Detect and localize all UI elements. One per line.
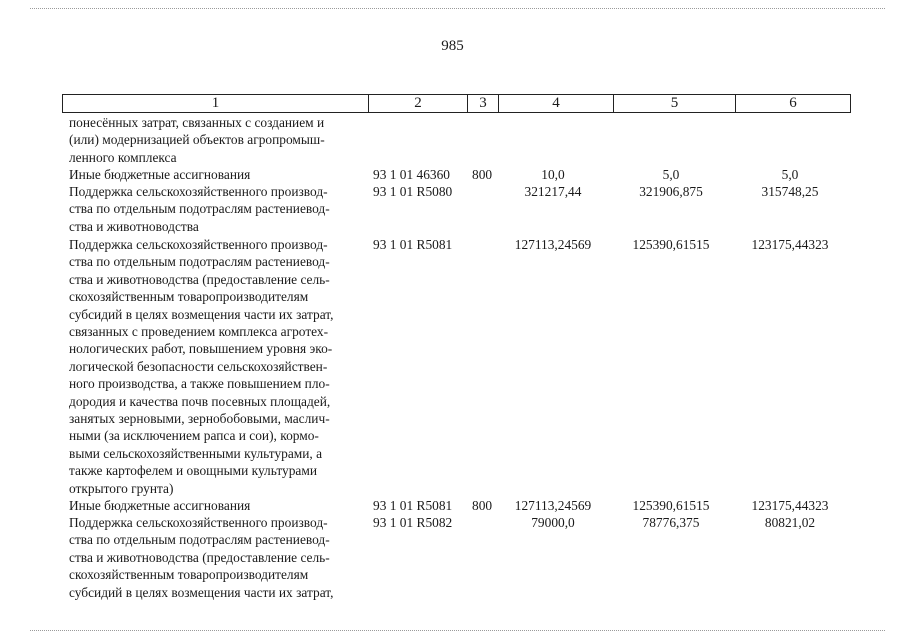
row-description: Поддержка сельскохозяйственного производ- ства по отдельным подотраслям растениевод- ства и животноводства (предоставление сель- скохозяйственным товаропроизводителям субсидий в целях возмещения части их затрат, связанных с проведением комплекса агротех- нологических работ, повышением уровня эко- логической безопасности сельскохозяйствен- ного производства, а также повышением пло- дородия и качества почв посевных площадей, занятых зерновыми, зернобобовыми, маслич- ными (за исключением рапса и сои), кормо- выми сельскохозяйственными культурами, а также картофелем и овощными культурами открытого грунта) bbox=[69, 237, 334, 496]
row-value-col6: 123175,44323 bbox=[751, 498, 829, 513]
row-description: Поддержка сельскохозяйственного производ- ства по отдельным подотраслям растениевод- ства и животноводства bbox=[69, 184, 330, 234]
row-value-col6: 80821,02 bbox=[764, 515, 816, 530]
column-header-6: 6 bbox=[736, 95, 851, 113]
row-value-col5: 321906,875 bbox=[639, 184, 703, 199]
row-code: 93 1 01 R5080 bbox=[373, 184, 453, 199]
row-value-col5: 78776,375 bbox=[642, 515, 700, 530]
bottom-dotted-line bbox=[30, 630, 885, 631]
row-description: Иные бюджетные ассигнования bbox=[69, 167, 251, 182]
row-value-col6: 315748,25 bbox=[761, 184, 819, 199]
row-value-col5: 5,0 bbox=[662, 167, 680, 182]
column-header-3: 3 bbox=[468, 95, 499, 113]
column-header-4: 4 bbox=[499, 95, 614, 113]
column-header-2: 2 bbox=[369, 95, 468, 113]
row-code: 93 1 01 46360 bbox=[373, 167, 450, 182]
row-description: Поддержка сельскохозяйственного производ- ства по отдельным подотраслям растениевод- ства и животноводства (предоставление сель- скохозяйственным товаропроизводителям субсидий в целях возмещения части их затрат, bbox=[69, 515, 334, 600]
row-code: 93 1 01 R5081 bbox=[373, 498, 453, 513]
row-value-col6: 5,0 bbox=[781, 167, 799, 182]
page-number: 985 bbox=[441, 38, 464, 54]
row-value-col4: 10,0 bbox=[541, 167, 565, 182]
row-expense-type: 800 bbox=[472, 498, 493, 513]
row-code: 93 1 01 R5082 bbox=[373, 515, 453, 530]
column-header-5: 5 bbox=[614, 95, 736, 113]
row-value-col6: 123175,44323 bbox=[751, 237, 829, 252]
row-value-col5: 125390,61515 bbox=[632, 498, 710, 513]
row-value-col5: 125390,61515 bbox=[632, 237, 710, 252]
row-value-col4: 79000,0 bbox=[531, 515, 575, 530]
column-header-1: 1 bbox=[63, 95, 369, 113]
row-value-col4: 321217,44 bbox=[524, 184, 582, 199]
row-description: Иные бюджетные ассигнования bbox=[69, 498, 251, 513]
row-value-col4: 127113,24569 bbox=[514, 498, 592, 513]
row-value-col4: 127113,24569 bbox=[514, 237, 592, 252]
row-expense-type: 800 bbox=[472, 167, 493, 182]
row-code: 93 1 01 R5081 bbox=[373, 237, 453, 252]
row-description: понесённых затрат, связанных с созданием и (или) модернизацией объектов агропромыш- ленного комплекса bbox=[69, 115, 325, 165]
